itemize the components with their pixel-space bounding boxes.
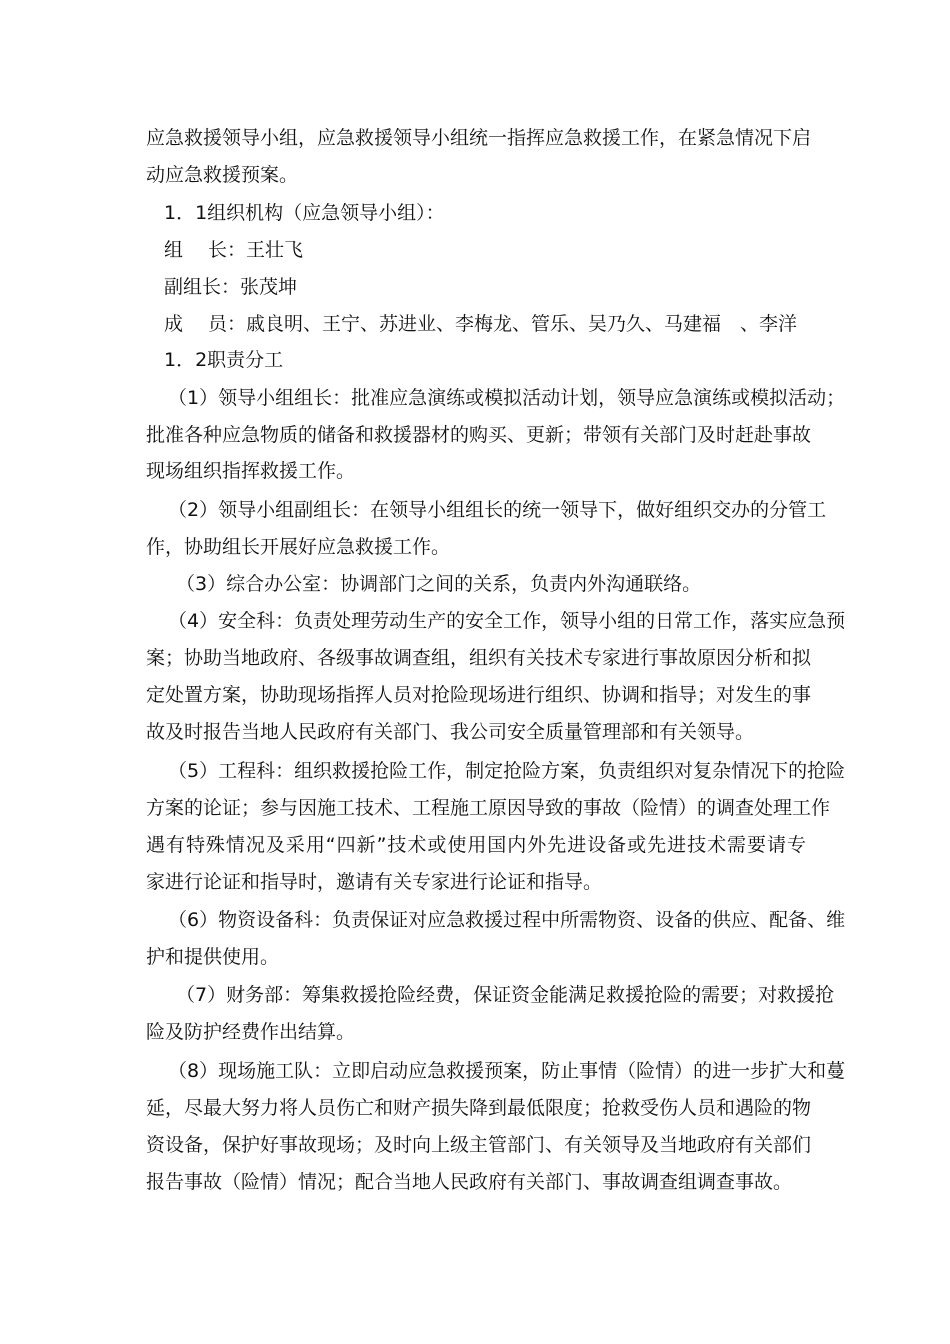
paragraph-line: 护和提供使用。 bbox=[146, 946, 280, 968]
paragraph-line: 报告事故（险情）情况；配合当地人民政府有关部门、事故调查组调查事故。 bbox=[146, 1171, 793, 1193]
paragraph-line: 延，尽最大努力将人员伤亡和财产损失降到最低限度；抢救受伤人员和遇险的物 bbox=[146, 1097, 812, 1119]
paragraph-line: 定处置方案，协助现场指挥人员对抢险现场进行组织、协调和指导；对发生的事 bbox=[146, 684, 812, 706]
paragraph-line: 遇有特殊情况及采用“四新”技术或使用国内外先进设备或先进技术需要请专 bbox=[146, 834, 806, 856]
paragraph-line: 动应急救援预案。 bbox=[146, 164, 299, 186]
deputy-leader-line: 副组长：张茂坤 bbox=[164, 276, 298, 298]
paragraph-line: （2）领导小组副组长：在领导小组组长的统一领导下，做好组织交办的分管工 bbox=[168, 499, 827, 521]
paragraph-line: 故及时报告当地人民政府有关部门、我公司安全质量管理部和有关领导。 bbox=[146, 721, 755, 743]
paragraph-line: （5）工程科：组织救援抢险工作，制定抢险方案，负责组织对复杂情况下的抢险 bbox=[168, 760, 846, 782]
paragraph-line: 家进行论证和指导时，邀请有关专家进行论证和指导。 bbox=[146, 871, 603, 893]
paragraph-line: 案；协助当地政府、各级事故调查组，组织有关技术专家进行事故原因分析和拟 bbox=[146, 647, 812, 669]
paragraph-line: 险及防护经费作出结算。 bbox=[146, 1021, 356, 1043]
paragraph-line: 资设备，保护好事故现场；及时向上级主管部门、有关领导及当地政府有关部们 bbox=[146, 1134, 812, 1156]
paragraph-line: 应急救援领导小组，应急救援领导小组统一指挥应急救援工作，在紧急情况下启 bbox=[146, 127, 812, 149]
paragraph-line: （8）现场施工队：立即启动应急救援预案，防止事情（险情）的进一步扩大和蔓 bbox=[168, 1060, 846, 1082]
paragraph-line: （4）安全科：负责处理劳动生产的安全工作，领导小组的日常工作，落实应急预 bbox=[168, 610, 846, 632]
paragraph-line: （1）领导小组组长：批准应急演练或模拟活动计划，领导应急演练或模拟活动； bbox=[168, 387, 846, 409]
paragraph-line: 作，协助组长开展好应急救援工作。 bbox=[146, 536, 451, 558]
paragraph-line: （6）物资设备科：负责保证对应急救援过程中所需物资、设备的供应、配备、维 bbox=[168, 909, 846, 931]
members-line: 成 员：戚良明、王宁、苏进业、李梅龙、管乐、吴乃久、马建福 、李洋 bbox=[164, 313, 798, 335]
section-heading: 1．2职责分工 bbox=[164, 349, 284, 371]
paragraph-line: 批准各种应急物质的储备和救援器材的购买、更新；带领有关部门及时赶赴事故 bbox=[146, 424, 812, 446]
leader-line: 组 长：王壮飞 bbox=[164, 239, 304, 261]
paragraph-line: （3）综合办公室：协调部门之间的关系，负责内外沟通联络。 bbox=[176, 573, 702, 595]
section-heading: 1．1组织机构（应急领导小组）： bbox=[164, 202, 445, 224]
paragraph-line: （7）财务部：筹集救援抢险经费，保证资金能满足救援抢险的需要；对救援抢 bbox=[176, 984, 835, 1006]
paragraph-line: 现场组织指挥救援工作。 bbox=[146, 460, 356, 482]
paragraph-line: 方案的论证；参与因施工技术、工程施工原因导致的事故（险情）的调查处理工作 bbox=[146, 797, 831, 819]
